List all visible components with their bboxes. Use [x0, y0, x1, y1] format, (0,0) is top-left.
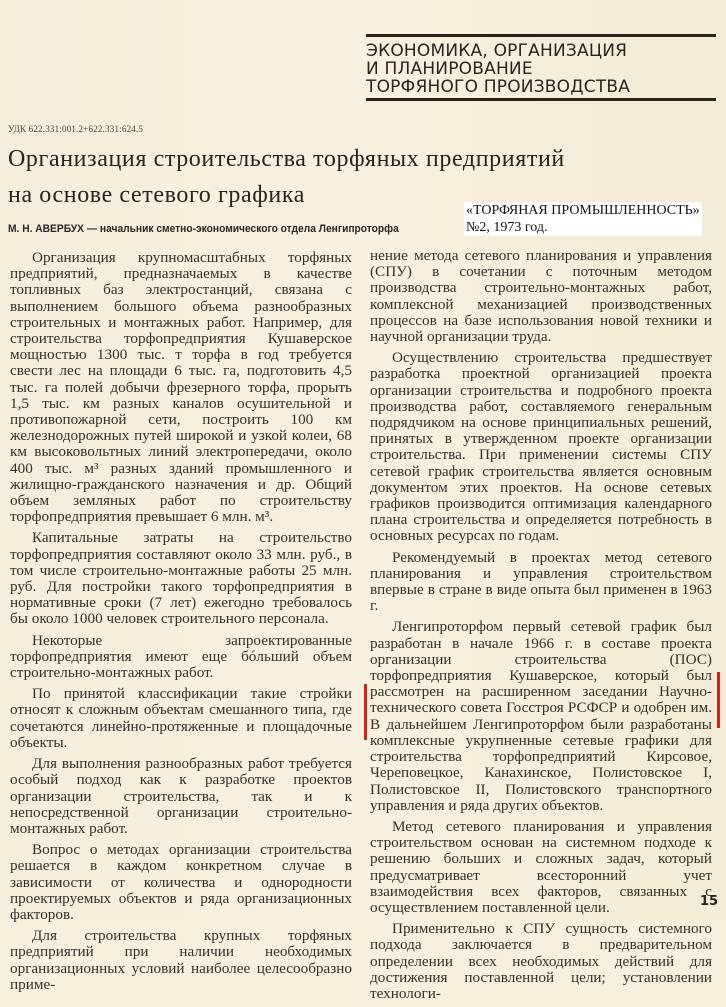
paragraph: Осуществлению строительства предшествует разработка проектной организацией проекта организации строительства и подробного проекта производства работ, составляемого генеральным подрядчиком на основе принципиальных решений, принятых в утвержденном проекте организации строительства. При применении системы СПУ сетевой график строительства является основным документом этих проектов. На основе сетевых графиков производится оптимизация календарного плана строительства и определяется потребность в основных ресурсах по годам.: [370, 349, 712, 545]
udk-code: УДК 622.331:001.2+622.331:624.5: [8, 124, 144, 134]
source-note: [464, 202, 702, 236]
paragraph: Некоторые запроектированные торфопредприятия имеют еще бóльший объем строительно-монтажных работ.: [10, 631, 352, 682]
annotation-mark-right: [717, 672, 720, 728]
paragraph: Метод сетевого планирования и управления строительством основан на системном подходе к решению больших и сложных задач, который предусматривает всесторонний учет взаимодействия всех факторов, связанных с осуществлением поставленной цели.: [370, 817, 712, 916]
section-header: [366, 42, 726, 96]
paragraph: Капитальные затраты на строительство торфопредприятия составляют около 33 млн. руб., в том числе строительно-монтажные работы 25 млн. руб. Для постройки такого торфопредприятия в нормативные сроки (7 лет) ежегодно требовалось бы около 1000 человек строительного персонала.: [10, 529, 352, 628]
section-header-line: ТОРФЯНОГО ПРОИЗВОДСТВА: [366, 77, 631, 97]
paragraph: Применительно к СПУ сущность системного подхода заключается в предварительном определении всех необходимых действий для достижения поставленной цели; установлении технологи-: [370, 920, 712, 1002]
article-title: Организация строительства торфяных предприятий: [8, 146, 565, 172]
paragraph: Для строительства крупных торфяных предприятий при наличии необходимых организационных условий наиболее целесообразно приме-: [10, 927, 352, 993]
right-column: [370, 248, 712, 1007]
section-header-line: ЭКОНОМИКА, ОРГАНИЗАЦИЯ: [366, 41, 628, 61]
journal-name: «ТОРФЯНАЯ ПРОМЫШЛЕННОСТЬ»: [466, 203, 700, 218]
journal-issue: №2, 1973 год.: [466, 220, 548, 235]
left-column: [10, 250, 352, 998]
paragraph: Вопрос о методах организации строительства решается в каждом конкретном случае в зависимости от количества и однородности проектируемых объектов и ряда организационных факторов.: [10, 841, 352, 923]
author-byline: М. Н. АВЕРБУХ — начальник сметно-экономического отдела Ленгипроторфа: [8, 223, 399, 235]
paragraph: нение метода сетевого планирования и управления (СПУ) в сочетании с поточным методом производства строительно-монтажных работ, комплексной механизацией производственных процессов на базе использования новой техники и научной организации труда.: [370, 247, 712, 346]
page-number: 15: [700, 894, 719, 909]
article-title-line2: на основе сетевого графика: [8, 182, 306, 208]
section-rule-top: [366, 34, 716, 37]
section-rule-bottom: [366, 98, 716, 101]
annotation-mark-left: [364, 684, 367, 740]
section-header-line: И ПЛАНИРОВАНИЕ: [366, 59, 533, 79]
paragraph: Рекомендуемый в проектах метод сетевого планирования и управления строительством впервые в стране в виде опыта был применен в 1963 г.: [370, 548, 712, 615]
paragraph: Организация крупномасштабных торфяных предприятий, предназначаемых в качестве топливных баз электростанций, связана с выполнением большого объема разнообразных строительных и монтажных работ. Например, для строительства торфопредприятия Кушаверское мощностью 1300 тыс. т торфа в год требуется свести лес на площади 6 тыс. га, подготовить 4,5 тыс. га полей добычи фрезерного торфа, прорыть 1,5 тыс. км разных каналов осушительной и противопожарной сети, построить 100 км железнодорожных путей широкой и узкой колеи, 68 км высоковольтных линий электропередачи, около 400 тыс. м³ разных зданий промышленного и жилищно-гражданского назначения и др. Общий объем земляных работ по строительству торфопредприятия превышает 6 млн. м³.: [10, 249, 352, 526]
paragraph: По принятой классификации такие стройки относят к сложным объектам смешанного типа, где сочетаются линейно-протяженные и площадочные объекты.: [10, 685, 352, 751]
paragraph: Для выполнения разнообразных работ требуется особый подход как к разработке проектов организации строительства, так и к непосредственной организации строительно-монтажных работ.: [10, 755, 352, 837]
paragraph: Ленгипроторфом первый сетевой график был разработан в начале 1966 г. в составе проекта организации строительства (ПОС) торфопредприятия Кушаверское, который был рассмотрен на расширенном заседании Научно-технического совета Госстроя РСФСР и одобрен им. В дальнейшем Ленгипроторфом были разработаны комплексные укрупненные сетевые графики для строительства торфопредприятий Кирсовое, Череповецкое, Канахинское, Полистовское I, Полистовское II, Полистовского транспортного управления и ряда других объектов.: [370, 618, 712, 814]
